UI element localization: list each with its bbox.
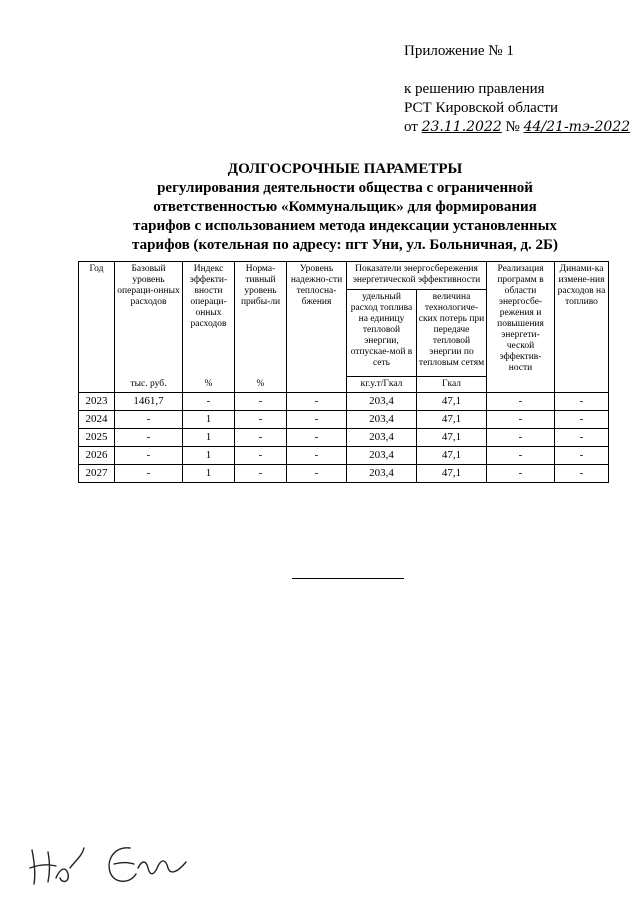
- decision-number: 44/21-тэ-2022: [523, 119, 631, 135]
- cell-index: 1: [183, 446, 235, 464]
- header-energy-saving-group: Показатели энергосбережения энергетической эффективности: [347, 262, 487, 290]
- cell-index: -: [183, 392, 235, 410]
- title-line-4: тарифов с использованием метода индексации установленных: [133, 218, 557, 234]
- cell-reliability: -: [287, 446, 347, 464]
- cell-year: 2023: [79, 392, 115, 410]
- cell-index: 1: [183, 464, 235, 482]
- cell-year: 2026: [79, 446, 115, 464]
- cell-dynamics: -: [555, 464, 609, 482]
- number-prefix: №: [505, 119, 520, 135]
- document-title: [100, 160, 590, 255]
- header-efficiency-index: Индекс эффекти-вности операци-онных расходов: [183, 262, 235, 377]
- cell-profit: -: [235, 428, 287, 446]
- cell-programs: -: [487, 410, 555, 428]
- header-row: [79, 262, 609, 290]
- header-heat-losses: величина технологиче-ских потерь при передаче тепловой энергии по тепловым сетям: [417, 290, 487, 376]
- header-base-level: Базовый уровень операци-онных расходов: [115, 262, 183, 377]
- title-line-5: тарифов (котельная по адресу: пгт Уни, ул. Больничная, д. 2Б): [132, 237, 558, 253]
- header-fuel-consumption: удельный расход топлива на единицу тепловой энергии, отпускае-мой в сеть: [347, 290, 417, 376]
- parameters-table: [78, 261, 609, 483]
- date-prefix: от: [404, 119, 418, 135]
- cell-programs: -: [487, 446, 555, 464]
- cell-dynamics: -: [555, 392, 609, 410]
- unit-reliability: [287, 376, 347, 392]
- header-programs: Реализация программ в области энергосбе-режения и повышения энергети-ческой эффектив-ности: [487, 262, 555, 377]
- cell-losses: 47,1: [417, 410, 487, 428]
- decision-date: 23.11.2022: [421, 119, 502, 135]
- table-row: [79, 464, 609, 482]
- cell-profit: -: [235, 410, 287, 428]
- appendix-decision-line: к решению правления: [404, 81, 545, 97]
- title-line-1: ДОЛГОСРОЧНЫЕ ПАРАМЕТРЫ: [227, 161, 463, 177]
- title-line-2: регулирования деятельности общества с ограниченной: [157, 180, 533, 196]
- cell-profit: -: [235, 392, 287, 410]
- cell-year: 2025: [79, 428, 115, 446]
- cell-reliability: -: [287, 410, 347, 428]
- cell-fuel: 203,4: [347, 464, 417, 482]
- cell-dynamics: -: [555, 410, 609, 428]
- cell-index: 1: [183, 410, 235, 428]
- cell-programs: -: [487, 464, 555, 482]
- cell-year: 2024: [79, 410, 115, 428]
- appendix-block: [404, 42, 630, 137]
- header-profit-level: Норма-тивный уровень прибы-ли: [235, 262, 287, 377]
- cell-losses: 47,1: [417, 392, 487, 410]
- cell-fuel: 203,4: [347, 446, 417, 464]
- cell-dynamics: -: [555, 446, 609, 464]
- cell-fuel: 203,4: [347, 428, 417, 446]
- cell-year: 2027: [79, 464, 115, 482]
- cell-base: -: [115, 410, 183, 428]
- table-row: [79, 446, 609, 464]
- unit-losses: Гкал: [417, 376, 487, 392]
- cell-profit: -: [235, 464, 287, 482]
- units-row: [79, 376, 609, 392]
- end-rule: [292, 578, 404, 579]
- unit-index: %: [183, 376, 235, 392]
- cell-profit: -: [235, 446, 287, 464]
- cell-losses: 47,1: [417, 428, 487, 446]
- cell-dynamics: -: [555, 428, 609, 446]
- unit-base: тыс. руб.: [115, 376, 183, 392]
- appendix-title: Приложение № 1: [404, 43, 514, 59]
- cell-losses: 47,1: [417, 464, 487, 482]
- cell-losses: 47,1: [417, 446, 487, 464]
- header-fuel-dynamics: Динами-ка измене-ния расходов на топливо: [555, 262, 609, 377]
- appendix-date-line: [404, 118, 630, 137]
- cell-fuel: 203,4: [347, 410, 417, 428]
- appendix-authority-line: РСТ Кировской области: [404, 100, 559, 116]
- cell-reliability: -: [287, 464, 347, 482]
- table-row: [79, 428, 609, 446]
- unit-programs: [487, 376, 555, 392]
- cell-index: 1: [183, 428, 235, 446]
- cell-base: -: [115, 446, 183, 464]
- cell-base: -: [115, 464, 183, 482]
- cell-reliability: -: [287, 392, 347, 410]
- cell-base: 1461,7: [115, 392, 183, 410]
- unit-dynamics: [555, 376, 609, 392]
- unit-year: [79, 376, 115, 392]
- unit-profit: %: [235, 376, 287, 392]
- cell-base: -: [115, 428, 183, 446]
- header-reliability: Уровень надежно-сти теплосна-бжения: [287, 262, 347, 377]
- header-year: Год: [79, 262, 115, 377]
- table-row: [79, 392, 609, 410]
- handwritten-signature: [100, 838, 190, 894]
- initials-signature: [26, 838, 88, 894]
- table-row: [79, 410, 609, 428]
- cell-programs: -: [487, 392, 555, 410]
- title-line-3: ответственностью «Коммунальщик» для формирования: [153, 199, 537, 215]
- cell-fuel: 203,4: [347, 392, 417, 410]
- unit-fuel: кг.у.т/Гкал: [347, 376, 417, 392]
- cell-reliability: -: [287, 428, 347, 446]
- cell-programs: -: [487, 428, 555, 446]
